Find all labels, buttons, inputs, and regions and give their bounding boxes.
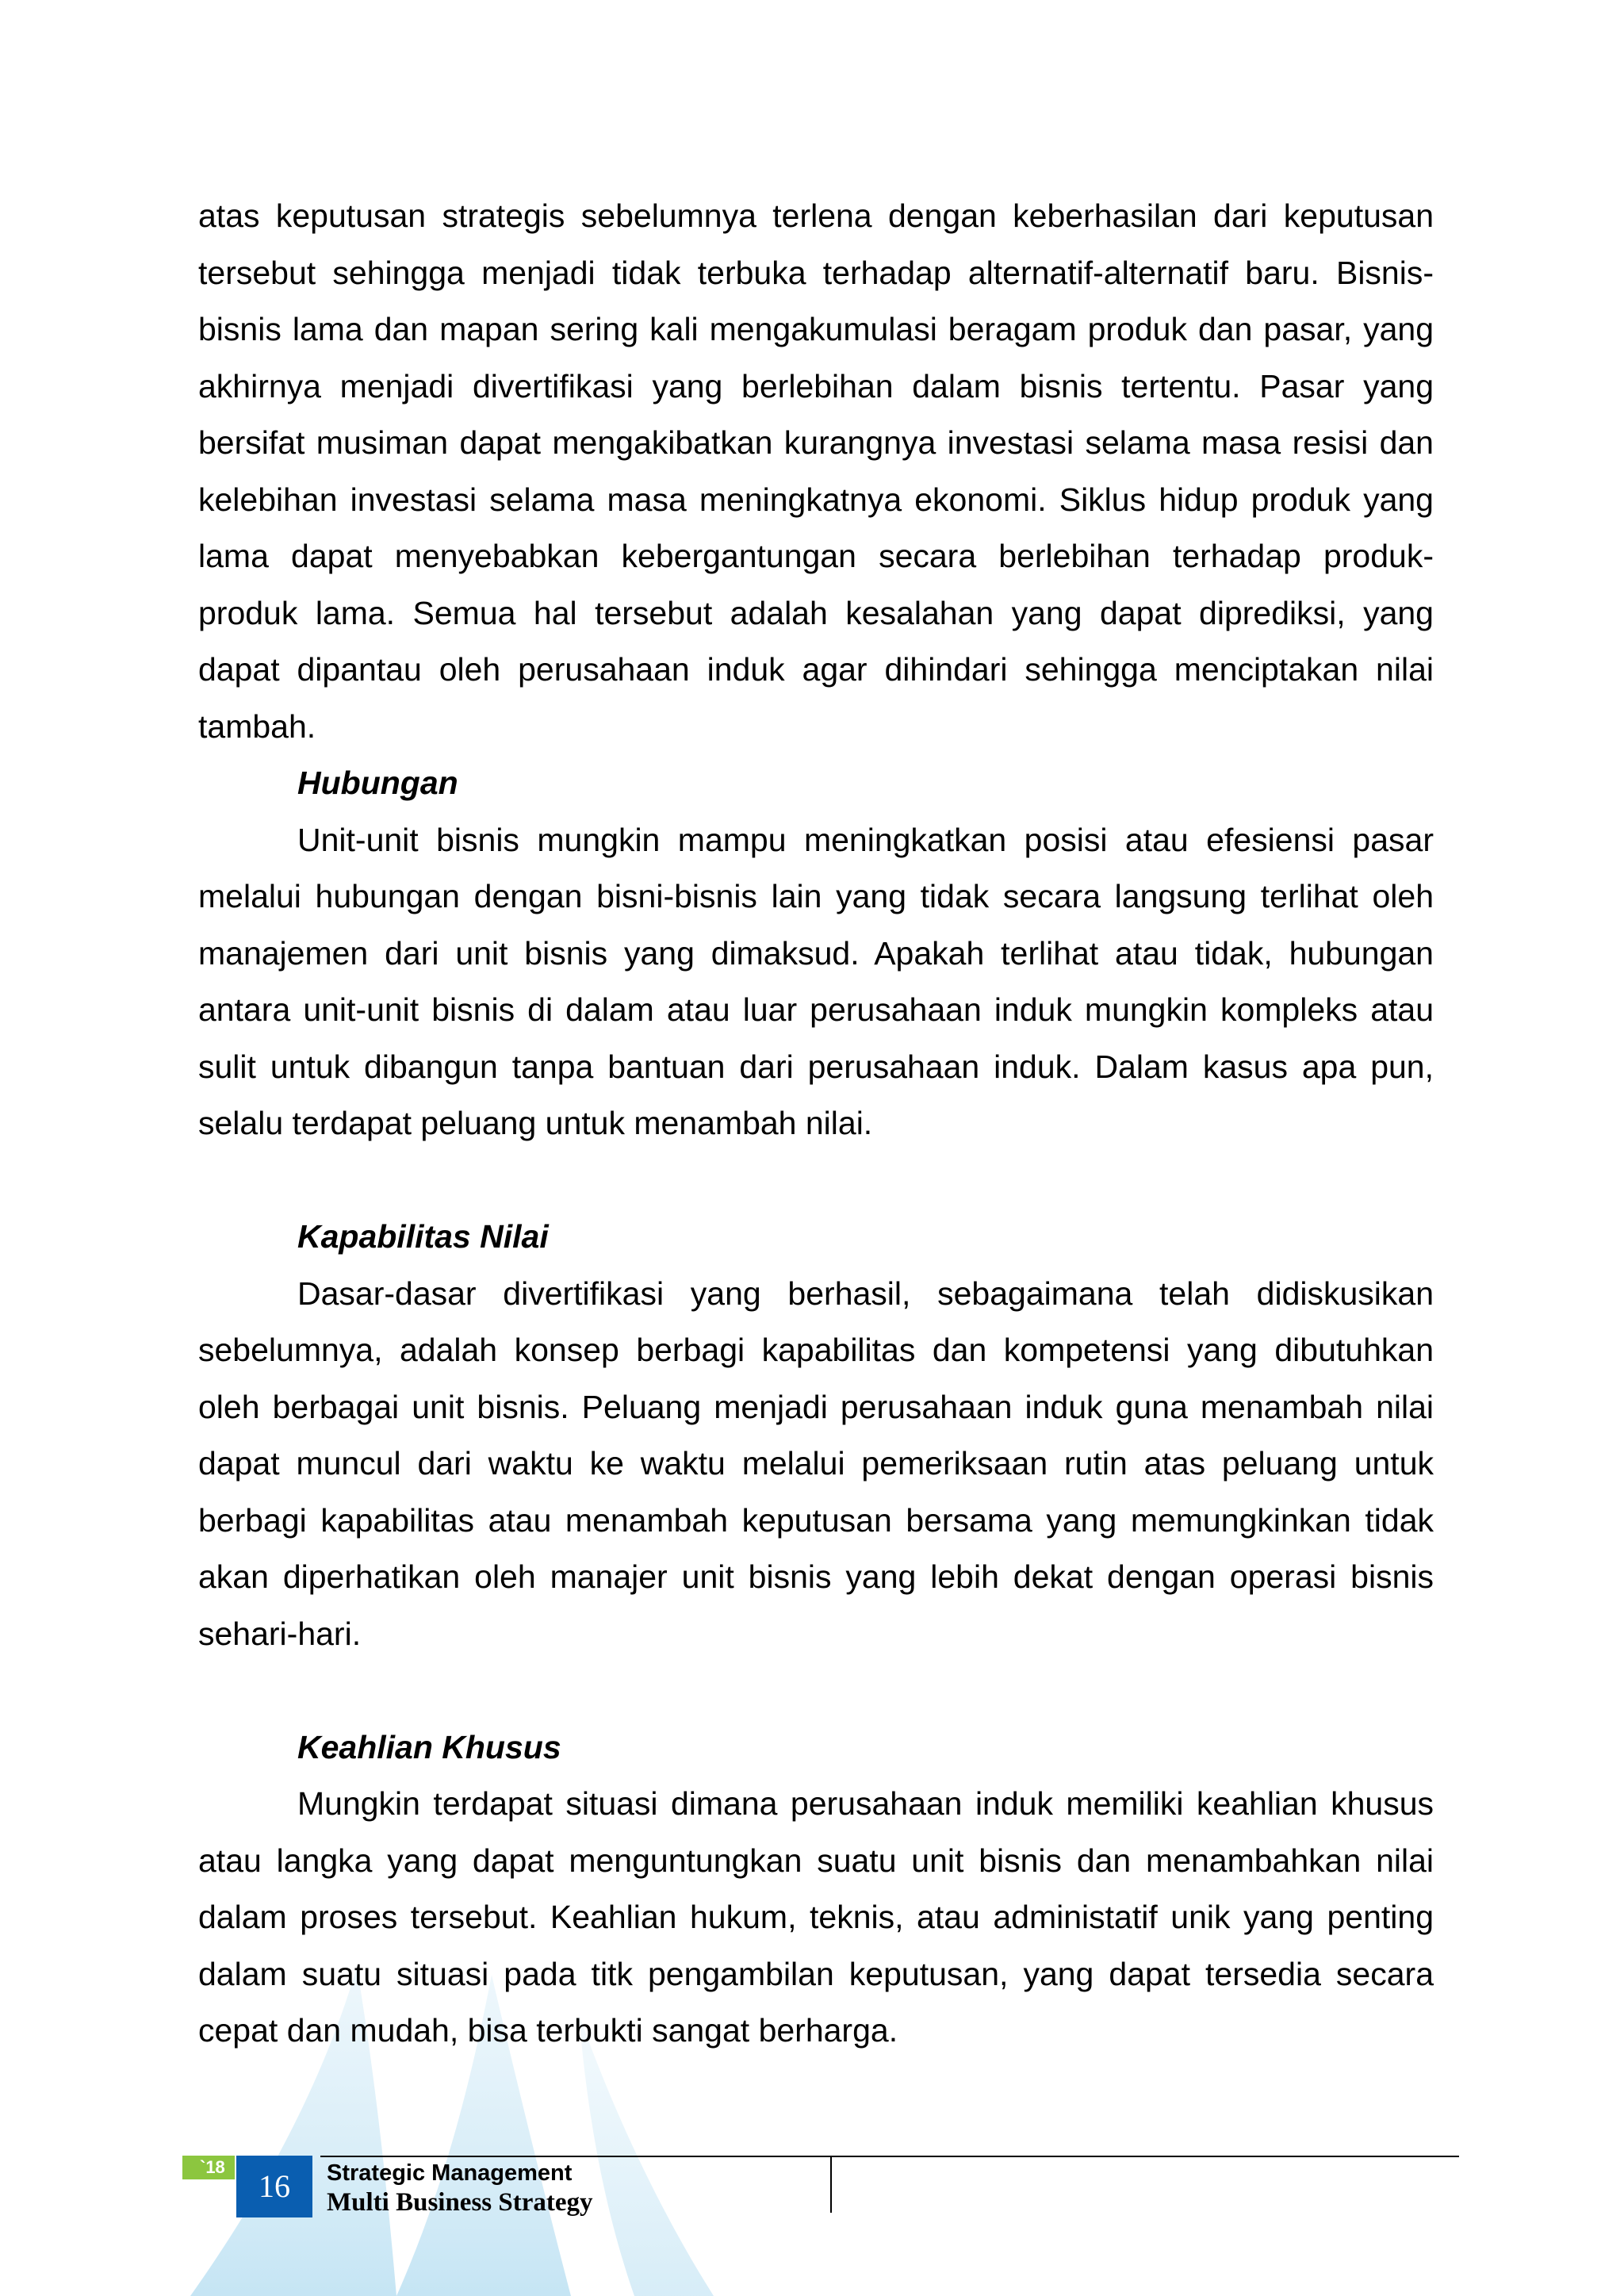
section-heading-hubungan: Hubungan bbox=[297, 765, 458, 801]
footer-title bbox=[327, 2159, 593, 2217]
paragraph-keahlian-khusus: Mungkin terdapat situasi dimana perusahaan induk memiliki keahlian khusus atau langka yang dapat menguntungkan suatu unit bisnis dan menambahkan nilai dalam proses tersebut. Keahlian hukum, teknis, atau administatif unik yang penting dalam suatu situasi pada titk pengambilan keputusan, yang dapat tersedia secara cepat dan mudah, bisa terbukti sangat berharga. bbox=[198, 1785, 1434, 2049]
footer-vertical-divider bbox=[830, 2156, 832, 2213]
paragraph-continuation: atas keputusan strategis sebelumnya terlena dengan keberhasilan dari keputusan tersebut sehingga menjadi tidak terbuka terhadap alternatif-alternatif baru. Bisnis-bisnis lama dan mapan sering kali mengakumulasi beragam produk dan pasar, yang akhirnya menjadi divertifikasi yang berlebihan dalam bisnis tertentu. Pasar yang bersifat musiman dapat mengakibatkan kurangnya investasi selama masa resisi dan kelebihan investasi selama masa meningkatnya ekonomi. Siklus hidup produk yang lama dapat menyebabkan kebergantungan secara berlebihan terhadap produk-produk lama. Semua hal tersebut adalah kesalahan yang dapat diprediksi, yang dapat dipantau oleh perusahaan induk agar dihindari sehingga menciptakan nilai tambah. bbox=[198, 197, 1434, 745]
spacer bbox=[198, 1662, 1434, 1719]
paragraph-kapabilitas-nilai: Dasar-dasar divertifikasi yang berhasil, sebagaimana telah didiskusikan sebelumnya, adalah konsep berbagi kapabilitas dan kompetensi yang dibutuhkan oleh berbagai unit bisnis. Peluang menjadi perusahaan induk guna menambah nilai dapat muncul dari waktu ke waktu melalui pemeriksaan rutin atas peluang untuk berbagi kapabilitas atau menambah keputusan bersama yang memungkinkan tidak akan diperhatikan oleh manajer unit bisnis yang lebih dekat dengan operasi bisnis sehari-hari. bbox=[198, 1274, 1434, 1652]
footer-divider bbox=[320, 2156, 1459, 2157]
section-heading-keahlian-khusus: Keahlian Khusus bbox=[297, 1728, 561, 1765]
page-number: 16 bbox=[236, 2156, 312, 2217]
paragraph-hubungan: Unit-unit bisnis mungkin mampu meningkatkan posisi atau efesiensi pasar melalui hubungan dengan bisni-bisnis lain yang tidak secara langsung terlihat oleh manajemen dari unit bisnis yang dimaksud. Apakah terlihat atau tidak, hubungan antara unit-unit bisnis di dalam atau luar perusahaan induk mungkin kompleks atau sulit untuk dibangun tanpa bantuan dari perusahaan induk. Dalam kasus apa pun, selalu terdapat peluang untuk menambah nilai. bbox=[198, 821, 1434, 1141]
course-title: Strategic Management bbox=[327, 2160, 573, 2186]
document-body bbox=[198, 188, 1434, 2060]
section-heading-kapabilitas-nilai: Kapabilitas Nilai bbox=[297, 1218, 549, 1255]
module-title: Multi Business Strategy bbox=[327, 2188, 593, 2217]
spacer bbox=[198, 1152, 1434, 1209]
year-tag: `18 bbox=[182, 2156, 235, 2179]
